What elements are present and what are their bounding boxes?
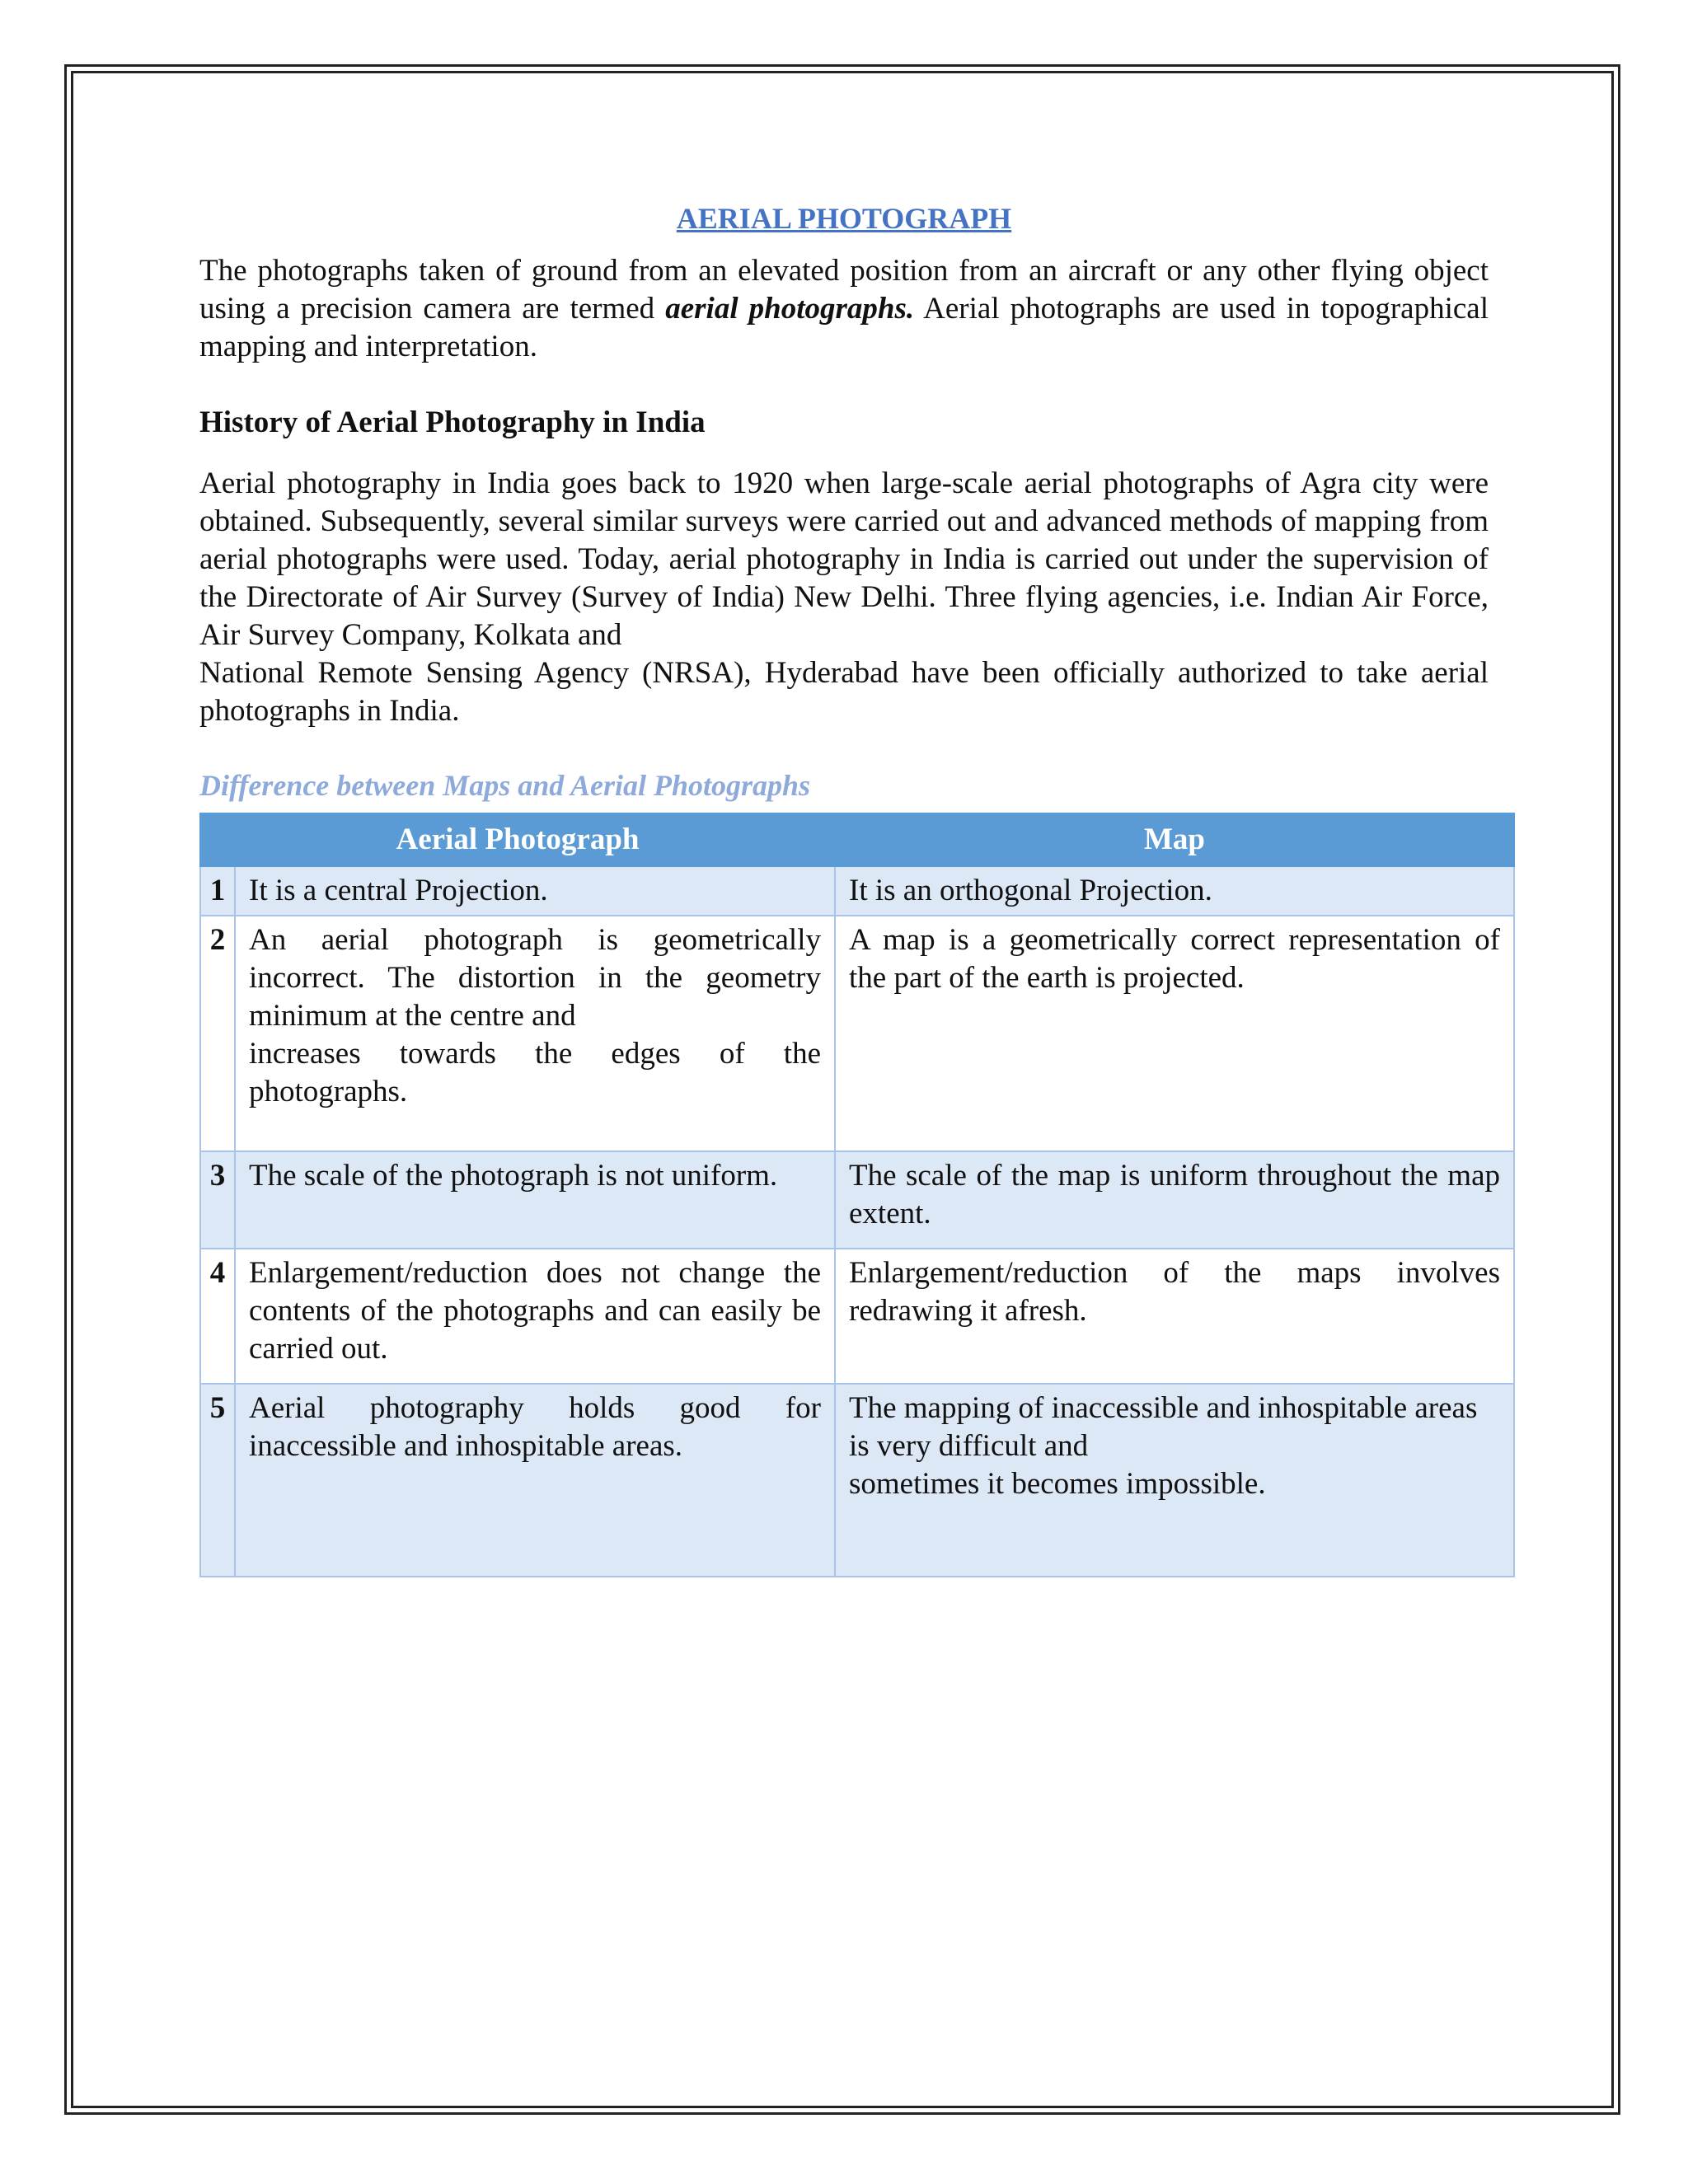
aerial-cell — [235, 916, 835, 1151]
intro-paragraph — [199, 252, 1489, 366]
map-text: The scale of the map is uniform throughout the map extent. — [849, 1159, 1500, 1230]
column-header-aerial: Aerial Photograph — [200, 813, 835, 866]
map-text: Enlargement/reduction of the maps involves redrawing it afresh. — [849, 1256, 1500, 1328]
history-paragraph — [199, 465, 1489, 730]
map-cell — [835, 1384, 1514, 1577]
aerial-text: Enlargement/reduction does not change the contents of the photographs and can easily be carried out. — [249, 1256, 821, 1366]
aerial-text: increases towards the edges of the photographs. — [249, 1037, 821, 1108]
aerial-text: Aerial photography holds good for inaccessible and inhospitable areas. — [249, 1391, 821, 1463]
row-number: 1 — [200, 866, 235, 916]
row-number: 2 — [200, 916, 235, 1151]
intro-term: aerial photographs. — [665, 292, 915, 326]
map-cell — [835, 916, 1514, 1151]
row-number: 3 — [200, 1151, 235, 1249]
map-text: It is an orthogonal Projection. — [849, 874, 1212, 907]
map-text: The mapping of inaccessible and inhospitable areas — [849, 1391, 1478, 1425]
map-text: sometimes it becomes impossible. — [849, 1467, 1266, 1501]
aerial-cell — [235, 1249, 835, 1384]
map-cell — [835, 866, 1514, 916]
history-text-1: Aerial photography in India goes back to 1920 when large-scale aerial photographs of Agra city were obtained. Subsequently, several similar surveys were carried out and advanced methods of mapping from aerial photographs were used. Today, aerial photography in India is carried out under the supervision of the Directorate of Air Survey (Survey of India) New Delhi. Three flying agencies, i.e. Indian Air Force, Air Survey Company, Kolkata and — [199, 466, 1489, 652]
aerial-text: An aerial photograph is geometrically incorrect. The distortion in the geometry minimum at the centre and — [249, 923, 821, 1033]
table-row — [200, 1151, 1514, 1249]
map-cell — [835, 1151, 1514, 1249]
document-body — [199, 194, 1500, 1577]
map-cell — [835, 1249, 1514, 1384]
aerial-cell — [235, 866, 835, 916]
table-row — [200, 1384, 1514, 1577]
table-row — [200, 916, 1514, 1151]
map-text: is very difficult and — [849, 1429, 1089, 1463]
intro-text-after: Aerial photographs are used in topographical mapping and interpretation. — [199, 292, 1489, 363]
document-title: AERIAL PHOTOGRAPH — [676, 202, 1012, 235]
history-heading: History of Aerial Photography in India — [199, 405, 706, 439]
row-number: 5 — [200, 1384, 235, 1577]
difference-heading: Difference between Maps and Aerial Photographs — [199, 769, 811, 802]
intro-text-before: The photographs taken of ground from an elevated position from an aircraft or any other flying object using a precision camera are termed — [199, 254, 1489, 326]
aerial-cell — [235, 1151, 835, 1249]
table-header-row — [200, 813, 1514, 866]
aerial-cell — [235, 1384, 835, 1577]
column-header-map: Map — [835, 813, 1514, 866]
history-text-2: National Remote Sensing Agency (NRSA), Hyderabad have been officially authorized to take aerial photographs in India. — [199, 656, 1489, 728]
aerial-text: The scale of the photograph is not uniform. — [249, 1159, 778, 1193]
table-row — [200, 1249, 1514, 1384]
row-number: 4 — [200, 1249, 235, 1384]
aerial-text: It is a central Projection. — [249, 874, 548, 907]
table-row — [200, 866, 1514, 916]
map-text: A map is a geometrically correct representation of the part of the earth is projected. — [849, 923, 1500, 995]
difference-table — [199, 813, 1515, 1577]
